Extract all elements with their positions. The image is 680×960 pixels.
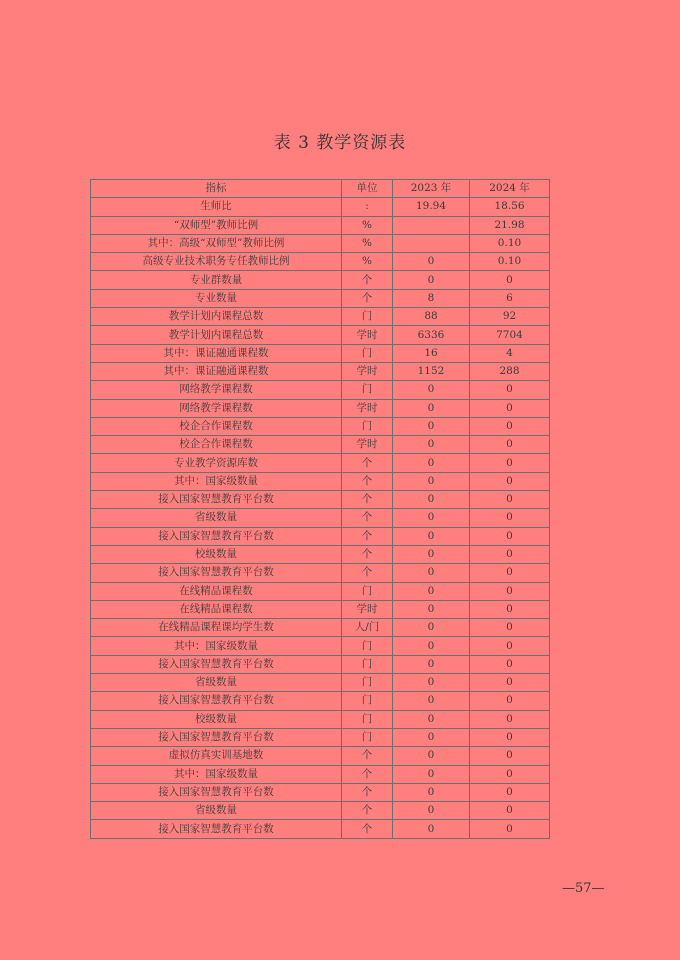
table-row (91, 509, 550, 527)
unit-cell: 人/门 (342, 619, 393, 637)
indicator-cell: 其中：国家级数量 (91, 765, 342, 783)
unit-cell: 个 (342, 545, 393, 563)
unit-cell: 个 (342, 564, 393, 582)
value-2024-cell: 0 (470, 619, 550, 637)
page-number: —57— (562, 881, 605, 896)
indicator-cell: 其中：高级“双师型”教师比例 (91, 234, 342, 252)
value-2023-cell: 0 (393, 454, 470, 472)
table-row (91, 564, 550, 582)
value-2024-cell: 0 (470, 271, 550, 289)
indicator-cell: 其中：课证融通课程数 (91, 344, 342, 362)
table-row (91, 454, 550, 472)
value-2023-cell: 0 (393, 491, 470, 509)
header-year-2023: 2023 年 (393, 180, 470, 198)
value-2024-cell: 18.56 (470, 198, 550, 216)
unit-cell: 个 (342, 509, 393, 527)
table-row (91, 399, 550, 417)
unit-cell: 个 (342, 802, 393, 820)
table-row (91, 198, 550, 216)
value-2023-cell: 0 (393, 783, 470, 801)
unit-cell: 门 (342, 637, 393, 655)
value-2024-cell: 0 (470, 710, 550, 728)
table-row (91, 820, 550, 838)
indicator-cell: 校企合作课程数 (91, 436, 342, 454)
table-row (91, 326, 550, 344)
unit-cell: 个 (342, 454, 393, 472)
value-2024-cell: 288 (470, 362, 550, 380)
unit-cell: 个 (342, 820, 393, 838)
value-2024-cell: 0 (470, 747, 550, 765)
indicator-cell: 校企合作课程数 (91, 417, 342, 435)
value-2024-cell: 0 (470, 527, 550, 545)
table-row (91, 600, 550, 618)
unit-cell: 学时 (342, 399, 393, 417)
indicator-cell: 省级数量 (91, 802, 342, 820)
value-2023-cell: 0 (393, 765, 470, 783)
value-2024-cell: 0 (470, 436, 550, 454)
value-2024-cell: 0 (470, 765, 550, 783)
indicator-cell: 其中：课证融通课程数 (91, 362, 342, 380)
value-2024-cell: 0 (470, 600, 550, 618)
value-2024-cell: 0 (470, 417, 550, 435)
unit-cell: 个 (342, 527, 393, 545)
value-2023-cell: 0 (393, 637, 470, 655)
table-row (91, 362, 550, 380)
indicator-cell: 省级数量 (91, 509, 342, 527)
table-row (91, 417, 550, 435)
value-2023-cell: 0 (393, 417, 470, 435)
table-row (91, 728, 550, 746)
unit-cell: 个 (342, 783, 393, 801)
indicator-cell: 校级数量 (91, 545, 342, 563)
value-2023-cell: 0 (393, 710, 470, 728)
value-2023-cell (393, 234, 470, 252)
value-2024-cell: 0 (470, 582, 550, 600)
value-2023-cell: 0 (393, 728, 470, 746)
value-2023-cell: 6336 (393, 326, 470, 344)
table-header-row (91, 180, 550, 198)
table-row (91, 216, 550, 234)
value-2023-cell: 0 (393, 747, 470, 765)
unit-cell: 学时 (342, 362, 393, 380)
table-row (91, 491, 550, 509)
value-2023-cell: 0 (393, 692, 470, 710)
value-2024-cell: 0 (470, 454, 550, 472)
indicator-cell: 网络教学课程数 (91, 399, 342, 417)
page-title: 表 3 教学资源表 (273, 133, 407, 153)
unit-cell: % (342, 253, 393, 271)
table-row (91, 619, 550, 637)
header-unit: 单位 (342, 180, 393, 198)
unit-cell: 门 (342, 308, 393, 326)
table-row (91, 289, 550, 307)
table-row (91, 344, 550, 362)
unit-cell: 门 (342, 582, 393, 600)
indicator-cell: 在线精品课程数 (91, 582, 342, 600)
unit-cell: 门 (342, 417, 393, 435)
table-row (91, 637, 550, 655)
value-2023-cell: 19.94 (393, 198, 470, 216)
unit-cell: : (342, 198, 393, 216)
unit-cell: 门 (342, 674, 393, 692)
value-2023-cell: 0 (393, 253, 470, 271)
unit-cell: 学时 (342, 600, 393, 618)
unit-cell: 门 (342, 344, 393, 362)
unit-cell: % (342, 216, 393, 234)
value-2024-cell: 0 (470, 783, 550, 801)
indicator-cell: 虚拟仿真实训基地数 (91, 747, 342, 765)
unit-cell: 门 (342, 728, 393, 746)
indicator-cell: 接入国家智慧教育平台数 (91, 527, 342, 545)
indicator-cell: 在线精品课程课均学生数 (91, 619, 342, 637)
value-2023-cell (393, 216, 470, 234)
table-row (91, 545, 550, 563)
unit-cell: 个 (342, 289, 393, 307)
indicator-cell: 生师比 (91, 198, 342, 216)
indicator-cell: 接入国家智慧教育平台数 (91, 655, 342, 673)
value-2024-cell: 6 (470, 289, 550, 307)
table-row (91, 381, 550, 399)
table-row (91, 692, 550, 710)
indicator-cell: 其中：国家级数量 (91, 472, 342, 490)
unit-cell: 个 (342, 271, 393, 289)
indicator-cell: “双师型”教师比例 (91, 216, 342, 234)
indicator-cell: 其中：国家级数量 (91, 637, 342, 655)
unit-cell: 门 (342, 655, 393, 673)
value-2023-cell: 0 (393, 820, 470, 838)
teaching-resource-table (90, 179, 550, 839)
indicator-cell: 教学计划内课程总数 (91, 308, 342, 326)
unit-cell: 门 (342, 692, 393, 710)
value-2023-cell: 8 (393, 289, 470, 307)
value-2023-cell: 0 (393, 436, 470, 454)
indicator-cell: 接入国家智慧教育平台数 (91, 728, 342, 746)
indicator-cell: 接入国家智慧教育平台数 (91, 783, 342, 801)
table-row (91, 783, 550, 801)
indicator-cell: 接入国家智慧教育平台数 (91, 820, 342, 838)
indicator-cell: 省级数量 (91, 674, 342, 692)
value-2024-cell: 0 (470, 381, 550, 399)
value-2024-cell: 7704 (470, 326, 550, 344)
value-2024-cell: 4 (470, 344, 550, 362)
indicator-cell: 专业群数量 (91, 271, 342, 289)
value-2024-cell: 0.10 (470, 234, 550, 252)
table-row (91, 582, 550, 600)
header-year-2024: 2024 年 (470, 180, 550, 198)
value-2023-cell: 0 (393, 600, 470, 618)
indicator-cell: 教学计划内课程总数 (91, 326, 342, 344)
table-row (91, 710, 550, 728)
value-2023-cell: 0 (393, 802, 470, 820)
table-row (91, 765, 550, 783)
value-2023-cell: 0 (393, 472, 470, 490)
value-2023-cell: 16 (393, 344, 470, 362)
value-2023-cell: 0 (393, 582, 470, 600)
value-2024-cell: 92 (470, 308, 550, 326)
unit-cell: 门 (342, 710, 393, 728)
table-row (91, 655, 550, 673)
value-2023-cell: 0 (393, 399, 470, 417)
indicator-cell: 接入国家智慧教育平台数 (91, 692, 342, 710)
table-row (91, 271, 550, 289)
table-row (91, 472, 550, 490)
unit-cell: 学时 (342, 326, 393, 344)
value-2024-cell: 0 (470, 399, 550, 417)
table-row (91, 527, 550, 545)
value-2023-cell: 0 (393, 655, 470, 673)
value-2024-cell: 0 (470, 655, 550, 673)
value-2024-cell: 0 (470, 728, 550, 746)
value-2023-cell: 0 (393, 527, 470, 545)
unit-cell: 个 (342, 472, 393, 490)
value-2024-cell: 0 (470, 820, 550, 838)
value-2024-cell: 0 (470, 509, 550, 527)
table-row (91, 234, 550, 252)
value-2024-cell: 0 (470, 564, 550, 582)
table-row (91, 253, 550, 271)
indicator-cell: 校级数量 (91, 710, 342, 728)
value-2023-cell: 0 (393, 271, 470, 289)
indicator-cell: 接入国家智慧教育平台数 (91, 491, 342, 509)
value-2024-cell: 0 (470, 491, 550, 509)
indicator-cell: 接入国家智慧教育平台数 (91, 564, 342, 582)
value-2023-cell: 88 (393, 308, 470, 326)
value-2023-cell: 0 (393, 564, 470, 582)
indicator-cell: 网络教学课程数 (91, 381, 342, 399)
value-2024-cell: 0 (470, 637, 550, 655)
indicator-cell: 专业教学资源库数 (91, 454, 342, 472)
table-row (91, 308, 550, 326)
indicator-cell: 专业数量 (91, 289, 342, 307)
value-2024-cell: 21.98 (470, 216, 550, 234)
value-2024-cell: 0 (470, 674, 550, 692)
value-2024-cell: 0 (470, 802, 550, 820)
unit-cell: 个 (342, 747, 393, 765)
value-2023-cell: 1152 (393, 362, 470, 380)
table-row (91, 747, 550, 765)
unit-cell: 个 (342, 765, 393, 783)
value-2024-cell: 0 (470, 692, 550, 710)
indicator-cell: 高级专业技术职务专任教师比例 (91, 253, 342, 271)
indicator-cell: 在线精品课程数 (91, 600, 342, 618)
unit-cell: % (342, 234, 393, 252)
header-indicator: 指标 (91, 180, 342, 198)
unit-cell: 学时 (342, 436, 393, 454)
value-2024-cell: 0 (470, 545, 550, 563)
value-2023-cell: 0 (393, 545, 470, 563)
value-2023-cell: 0 (393, 674, 470, 692)
table-row (91, 436, 550, 454)
value-2023-cell: 0 (393, 509, 470, 527)
unit-cell: 个 (342, 491, 393, 509)
value-2024-cell: 0 (470, 472, 550, 490)
value-2024-cell: 0.10 (470, 253, 550, 271)
value-2023-cell: 0 (393, 619, 470, 637)
unit-cell: 门 (342, 381, 393, 399)
value-2023-cell: 0 (393, 381, 470, 399)
table-row (91, 674, 550, 692)
table-row (91, 802, 550, 820)
